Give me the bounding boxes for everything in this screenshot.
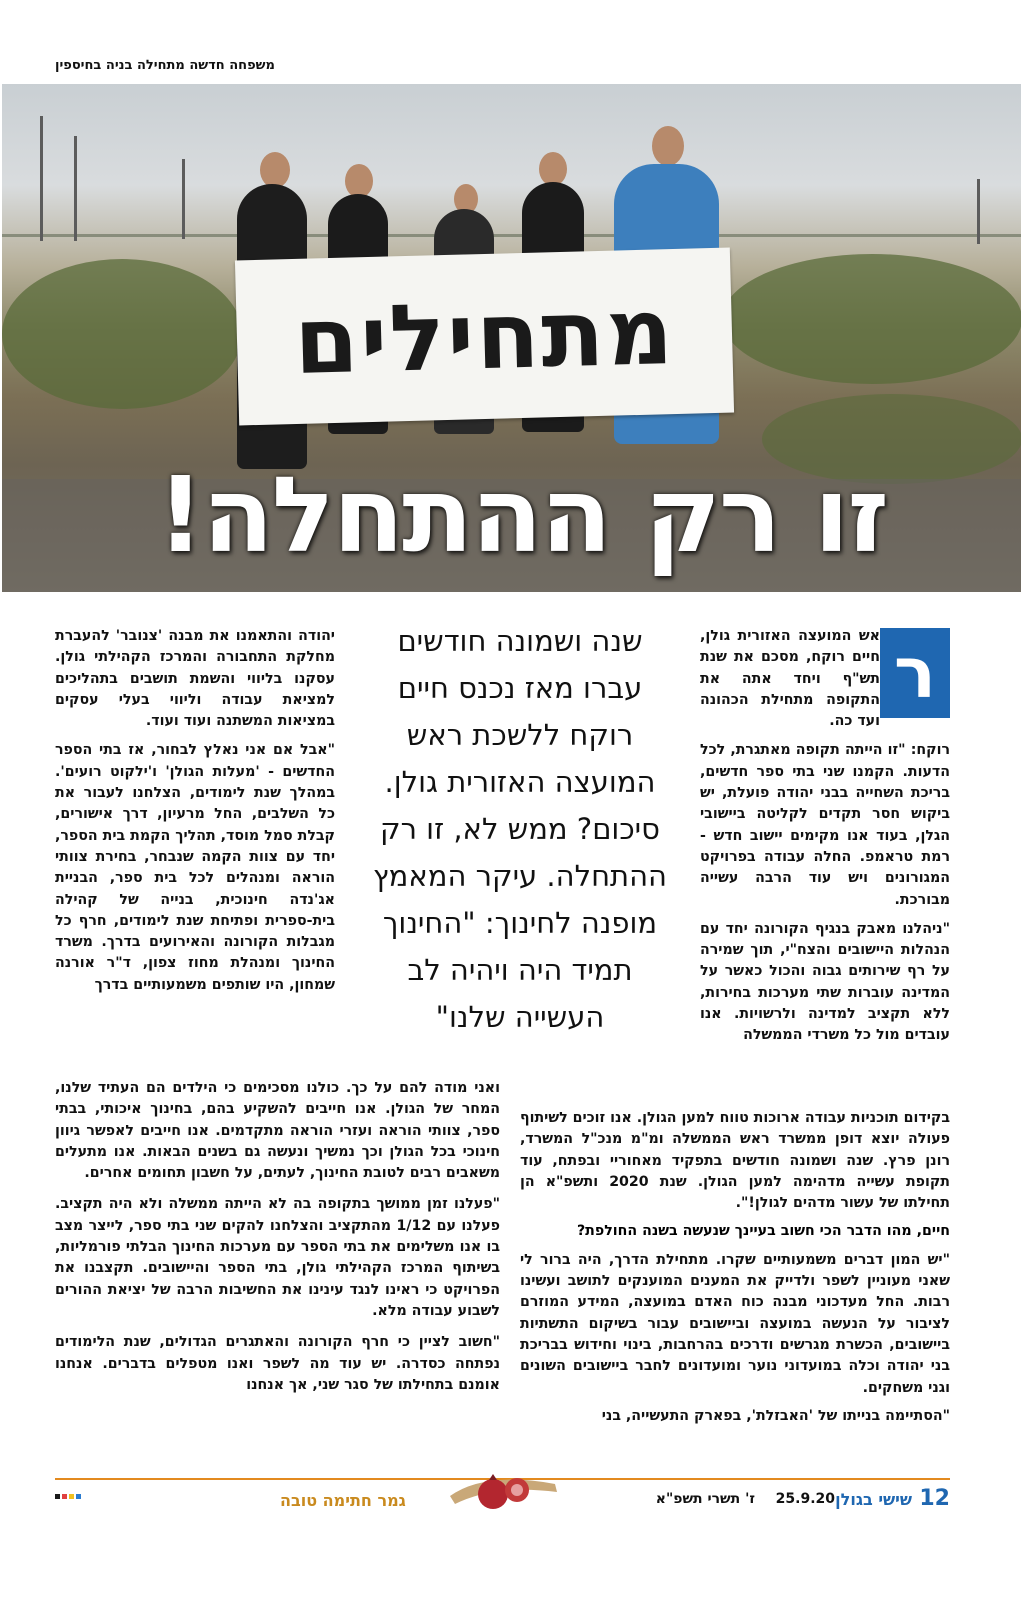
holiday-greeting: גמר חתימה טובה [280, 1491, 406, 1510]
article-bottom-left [55, 1078, 500, 1406]
paragraph: "חשוב לציין כי חרף הקורונה והאתגרים הגדולים, שנת הלימודים נפתחה כסדרה. יש עוד מה לשפר ואנו מטפלים בדברים. אנחנו אומנם בתחילתו של סגר שני, אך אנחנו [55, 1334, 500, 1393]
banner [235, 248, 734, 426]
paragraph: יהודה והתאמנו את מבנה 'צנובר' להעברת מחלקת התחבורה והמרכז הקהילתי גולן. עסקנו בליווי והשמת תושבים בתהליכים למציאת עבודה וליווי בעלי עסקים במציאות המשתנה ועוד ועוד. [55, 628, 335, 730]
page-footer [55, 1486, 950, 1526]
issue-date: 25.9.20 [775, 1491, 835, 1507]
paragraph: "ניהלנו מאבק בנגיף הקורונה יחד עם הנהלות היישובים והצח"י, תוך שמירה על רף שירותים גבוה והכול כאשר על המדינה עוברות שתי מערכות בחירות, ללא תקציב למדינה ולרשויות. אנו עובדים מול כל משרדי הממשלה [700, 920, 950, 1044]
paragraph: "יש המון דברים משמעותיים שקרו. מתחילת הדרך, היה ברור לי שאני מעוניין לשפר ולדייק את המענים המוענקים לתושב ועשינו רבות. החל מעדכוני מבנה כוח האדם במועצה, המידע המוזרם לציבור על הנעשה במועצה וביישובים עבור בשיקום התשתיות ביישובים, הכשרת מגרשים ודרכים בהרחבות, בינוי וחידוש בבריכת בני יהודה וכלה במועדוני נוער ומועדונים לחבר ביישובים השונים וגני משחקים. [520, 1251, 950, 1396]
paragraph: רוקח: "זו הייתה תקופה מאתגרת, לכל הדעות. הקמנו שני בתי ספר חדשים, בריכת השחייה בבני יהודה פועלת, יש ביקוש חסר תקדים לקליטה ביישובי הגלן, בעוד אנו מקימים יישוב חדש - רמת טראמפ. החלה עבודה בפרויקט המגורונים ויש עוד הרבה עשייה מבורכת. [700, 742, 950, 908]
article-column-left [55, 626, 335, 1004]
headline: זו רק ההתחלה! [156, 454, 888, 576]
banner-text: מתחילים [292, 278, 677, 395]
pull-quote: שנה ושמונה חודשים עברו מאז נכנס חיים רוקח ללשכת ראש המועצה האזורית גולן. סיכום? ממש לא, זו רק ההתחלה. עיקר המאמץ מופנה לחינוך: "החינוך תמיד היה ויהיה לב העשייה שלנו" [373, 624, 667, 1034]
pomegranate-shofar-icon [445, 1466, 565, 1511]
cover-photo [2, 84, 1021, 592]
hebrew-date: ז' תשרי תשפ"א [655, 1491, 755, 1507]
article-bottom-right [520, 1108, 950, 1434]
photo-caption: משפחה חדשה מתחילה בניה בחיספין [55, 58, 275, 73]
article-intro: אש המועצה האזורית גולן, חיים רוקח, מסכם את שנת תש"ף ויחד אתה את התקופה מתחילת הכהונה ועד כה. [700, 628, 880, 730]
page-number: 12 [919, 1486, 950, 1511]
drop-cap: ר [880, 628, 950, 718]
paragraph: בקידום תוכניות עבודה ארוכות טווח למען הגולן. אנו זוכים לשיתוף פעולה יוצא דופן ממשרד ראש הממשלה ומ"מ מנכ"ל המשרד, רונן פרץ. שנה ושמונה חודשים בתפקיד מאחוריי ובפתח, עוד תקופת עשייה מדהימה למען הגולן. שנת 2020 ותשפ"א הן תחילתו של עשור מדהים לגולן!". [520, 1110, 950, 1212]
paragraph: "פעלנו זמן ממושך בתקופה בה לא הייתה ממשלה ולא היה תקציב. פעלנו עם 1/12 מהתקציב והצלחנו להקים שני בתי ספר, לייצר מצב בו אנו משלימים את בתי הספר עם מערכות החינוך הבלתי פורמליות, בשיתוף המרכז הקהילתי גולן, בתי הספר והיישובים. תקצבנו את הפרויקט כי ראינו לנגד עינינו את החשיבות הרבה של יציאת ההורים לשבוע עבודה מלא. [55, 1196, 501, 1319]
paragraph: "אבל אם אני נאלץ לבחור, אז בתי הספר החדשים - 'מעלות הגולן' ו'ילקוט רועים'. במהלך שנת לימודים, הצלחנו לעבור את כל השלבים, החל מרעיון, דרך אישורים, קבלת סמל מוסד, תהליך הקמת בית הספר, יחד עם צוות הקמה שנבחר, בחירת צוותי הוראה ומנהלים לכל בית ספר, הבניית אג'נדה חינוכית, בנייה של קהילה בית-ספרית ופתיחת שנת לימודים, חרף כל מגבלות הקורונה והאירועים בדרך. משרד החינוך ומנהלת מחוז צפון, ד"ר אורנה שמחון, היו שותפים משמעותיים בדרך [55, 742, 335, 993]
color-registration-marks [55, 1494, 81, 1499]
publication-name: שישי בגולן [835, 1490, 912, 1509]
interview-question: חיים, מהו הדבר הכי חשוב בעיינך שנעשה בשנה החולפת? [576, 1223, 950, 1240]
paragraph: "הסתיימה בנייתו של 'האבזלת', בפארק התעשייה, בני [601, 1407, 950, 1424]
paragraph: ואני מודה להם על כך. כולנו מסכימים כי הילדים הם העתיד שלנו, המחר של הגולן. אנו חייבים להשקיע בהם, בחינוך איכותי, בבתי ספר, צוותי הוראה ועזרי הוראה מתקדמים. אנו חייבים לאפשר גיוון חינוכי בכל הגולן וכך נמשיך ונעשה גם בשנים הבאות. אנו מתעלים משאבים רבים לטובת החינוך, לעתים, על חשבון תחומים אחרים. [55, 1080, 500, 1182]
article-column-right [700, 626, 950, 1055]
